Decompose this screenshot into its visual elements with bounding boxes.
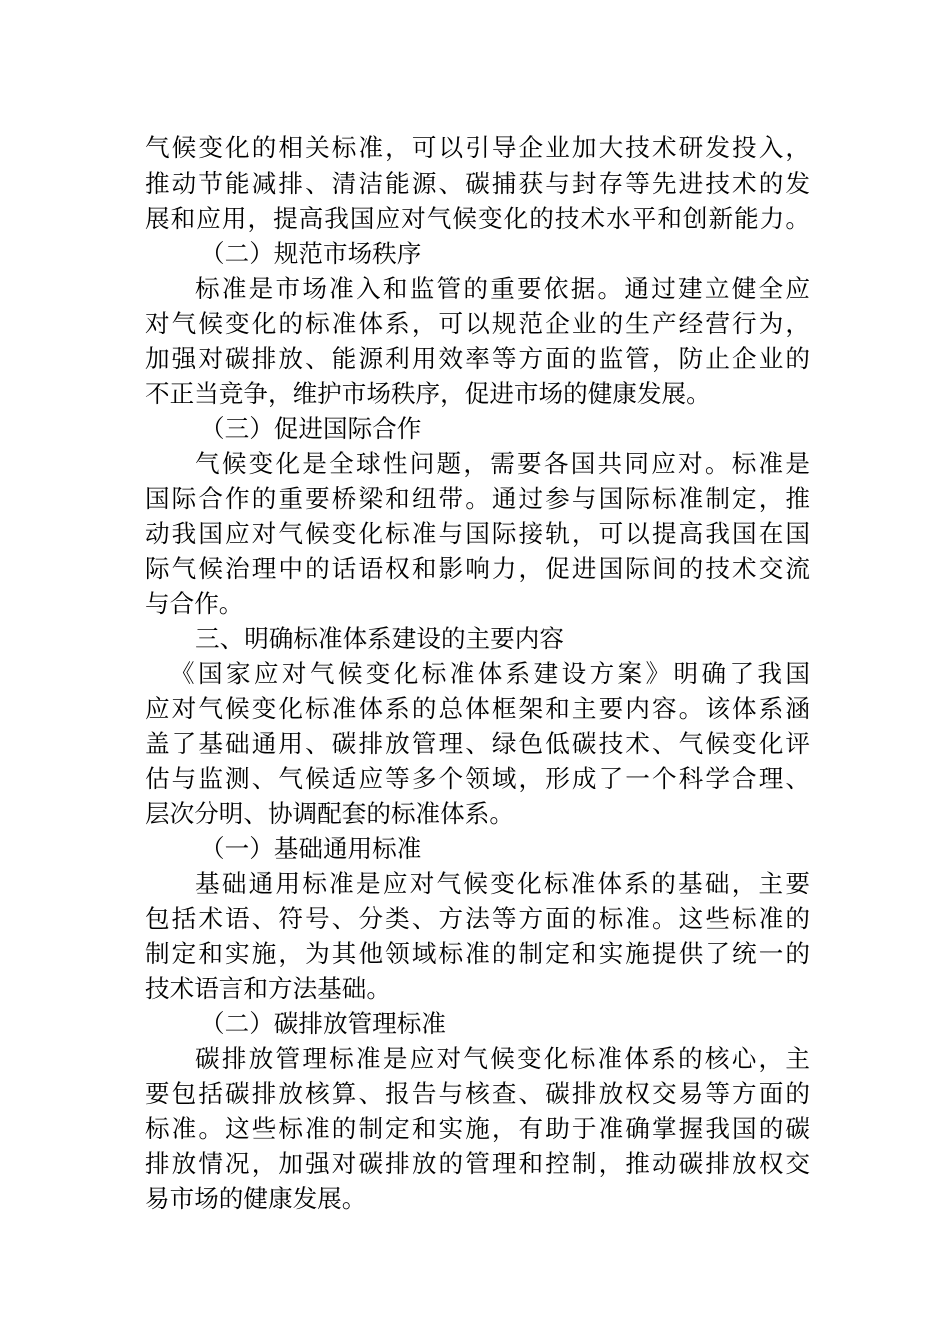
text-line: 制定和实施，为其他领域标准的制定和实施提供了统一的	[145, 939, 810, 968]
text-line: 易市场的健康发展。	[145, 1184, 367, 1213]
text-line: 层次分明、协调配套的标准体系。	[145, 799, 514, 828]
text-line: 气候变化的相关标准，可以引导企业加大技术研发投入，	[145, 133, 810, 162]
section-heading: （二）规范市场秩序	[200, 239, 422, 268]
text-line: 标准。这些标准的制定和实施，有助于准确掌握我国的碳	[145, 1114, 810, 1143]
text-line: 包括术语、符号、分类、方法等方面的标准。这些标准的	[145, 904, 810, 933]
text-line: 对气候变化的标准体系，可以规范企业的生产经营行为，	[145, 309, 810, 338]
text-line: 估与监测、气候适应等多个领域，形成了一个科学合理、	[145, 764, 810, 793]
text-line: 技术语言和方法基础。	[145, 974, 391, 1003]
text-line: 应对气候变化标准体系的总体框架和主要内容。该体系涵	[145, 694, 810, 723]
text-line: 标准是市场准入和监管的重要依据。通过建立健全应	[195, 274, 810, 303]
text-line: 展和应用，提高我国应对气候变化的技术水平和创新能力。	[145, 204, 810, 233]
text-line: 际气候治理中的话语权和影响力，促进国际间的技术交流	[145, 554, 810, 583]
section-heading: 三、明确标准体系建设的主要内容	[195, 624, 564, 653]
text-line: 气候变化是全球性问题，需要各国共同应对。标准是	[195, 449, 810, 478]
text-line: 加强对碳排放、能源利用效率等方面的监管，防止企业的	[145, 344, 810, 373]
text-line: 排放情况，加强对碳排放的管理和控制，推动碳排放权交	[145, 1149, 810, 1178]
text-line: 动我国应对气候变化标准与国际接轨，可以提高我国在国	[145, 519, 810, 548]
text-line: 碳排放管理标准是应对气候变化标准体系的核心，主	[195, 1044, 810, 1073]
text-line: 不正当竞争，维护市场秩序，促进市场的健康发展。	[145, 379, 711, 408]
text-line: 《国家应对气候变化标准体系建设方案》明确了我国	[170, 659, 810, 688]
text-line: 国际合作的重要桥梁和纽带。通过参与国际标准制定，推	[145, 484, 810, 513]
text-line: 要包括碳排放核算、报告与核查、碳排放权交易等方面的	[145, 1079, 810, 1108]
section-heading: （一）基础通用标准	[200, 834, 422, 863]
section-heading: （三）促进国际合作	[200, 414, 422, 443]
text-line: 盖了基础通用、碳排放管理、绿色低碳技术、气候变化评	[145, 729, 810, 758]
text-line: 推动节能减排、清洁能源、碳捕获与封存等先进技术的发	[145, 169, 810, 198]
section-heading: （二）碳排放管理标准	[200, 1009, 446, 1038]
text-line: 基础通用标准是应对气候变化标准体系的基础，主要	[195, 869, 810, 898]
text-line: 与合作。	[145, 589, 244, 618]
